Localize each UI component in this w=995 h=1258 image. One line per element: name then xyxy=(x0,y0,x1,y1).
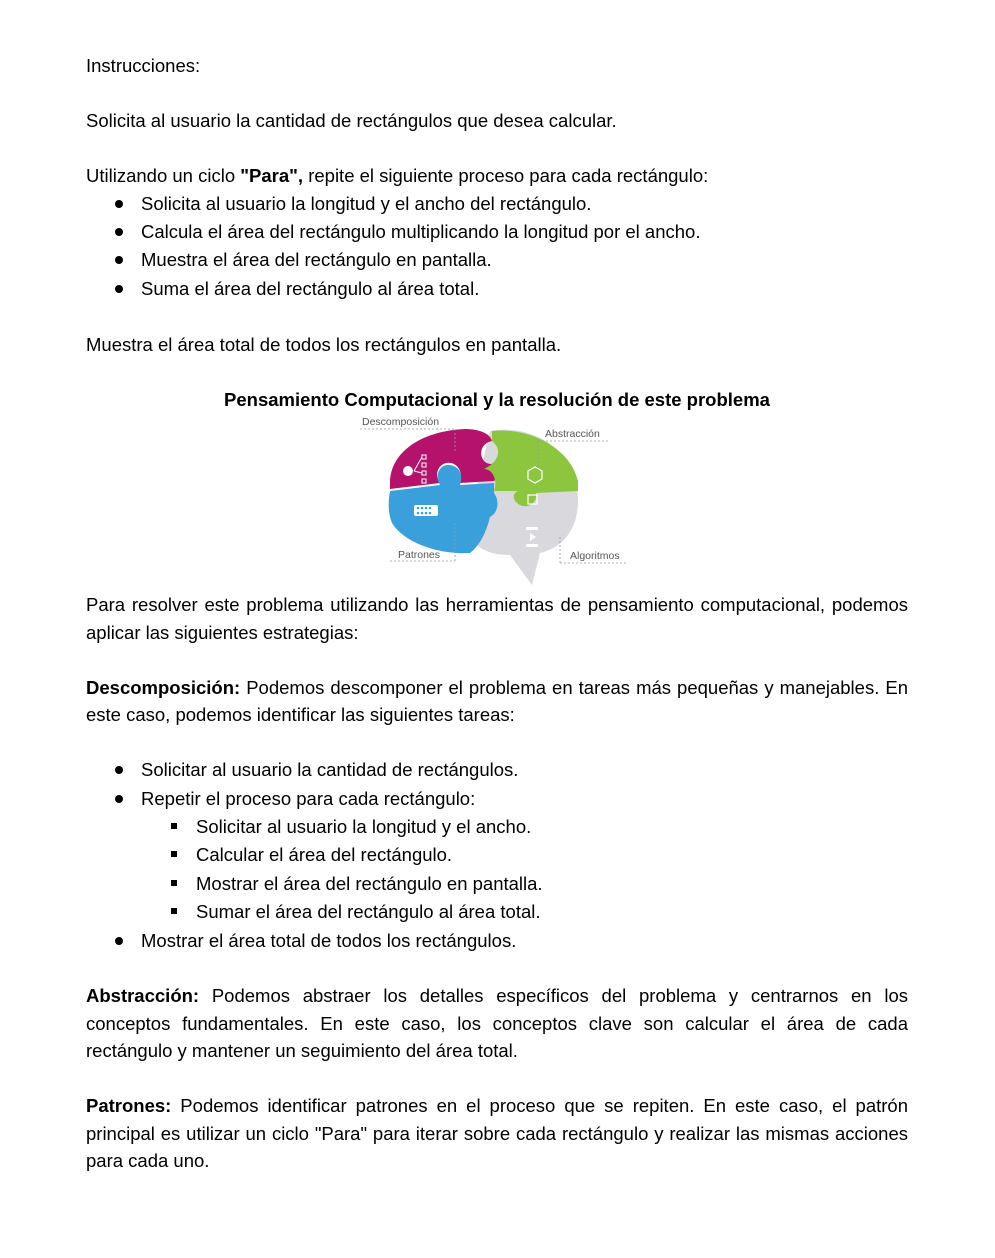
patrones-text: Podemos identificar patrones en el proceso que se repiten. En este caso, el patrón principal es utilizar un ciclo "Para" para iterar sobre cada rectángulo y realizar las mismas acciones para cada uno. xyxy=(86,1095,908,1172)
strategies-intro: Para resolver este problema utilizando las herramientas de pensamiento computacional, podemos aplicar las siguientes estrategias: xyxy=(86,594,908,643)
list-item: Calcular el área del rectángulo. xyxy=(141,841,908,869)
list-item: Mostrar el área total de todos los rectángulos. xyxy=(86,927,908,955)
instruction-step-1: Solicita al usuario la cantidad de rectángulos que desea calcular. xyxy=(86,110,617,131)
label-abstraccion: Abstracción xyxy=(545,428,600,441)
label-patrones: Patrones xyxy=(398,549,441,562)
instruction-step-2 xyxy=(86,162,908,190)
descomposicion-text: Podemos descomponer el problema en tareas más pequeñas y manejables. En este caso, podemos identificar las siguientes tareas: xyxy=(86,676,908,726)
document-page xyxy=(86,52,908,1175)
patrones-label: Patrones: xyxy=(86,1095,172,1117)
step2-bold: "Para", xyxy=(240,165,304,186)
instruction-step-3: Muestra el área total de todos los rectángulos en pantalla. xyxy=(86,333,562,355)
descomposicion-paragraph xyxy=(86,674,908,729)
list-item xyxy=(86,785,908,927)
step2-post: repite el siguiente proceso para cada rectángulo: xyxy=(303,165,709,186)
step2-pre: Utilizando un ciclo xyxy=(86,165,241,186)
list-item: Solicita al usuario la longitud y el ancho del rectángulo. xyxy=(86,190,908,218)
label-algoritmos: Algoritmos xyxy=(570,550,620,563)
abstraccion-label: Abstracción: xyxy=(86,985,200,1007)
patrones-paragraph xyxy=(86,1092,908,1175)
list-item: Muestra el área del rectángulo en pantalla. xyxy=(86,246,908,274)
computational-thinking-figure xyxy=(86,413,908,591)
label-descomposicion: Descomposición xyxy=(362,416,440,429)
list-item: Calcula el área del rectángulo multiplicando la longitud por el ancho. xyxy=(86,218,908,246)
grid-icon xyxy=(414,505,438,516)
task-list xyxy=(86,756,908,955)
list-item: Sumar el área del rectángulo al área total. xyxy=(141,898,908,926)
task-repeat: Repetir el proceso para cada rectángulo: xyxy=(141,787,476,809)
list-item: Mostrar el área del rectángulo en pantalla. xyxy=(141,870,908,898)
instructions-heading: Instrucciones: xyxy=(86,55,201,76)
section-title: Pensamiento Computacional y la resolución de este problema xyxy=(224,388,770,410)
abstraccion-text: Podemos abstraer los detalles específicos del problema y centrarnos en los conceptos fundamentales. En este caso, los conceptos clave son calcular el área de cada rectángulo y mantener un seguimiento del área total. xyxy=(86,985,908,1062)
descomposicion-label: Descomposición: xyxy=(86,676,241,698)
subtask-list xyxy=(141,813,908,927)
brain-puzzle-illustration xyxy=(360,413,640,591)
list-item: Solicitar al usuario la longitud y el ancho. xyxy=(141,813,908,841)
abstraccion-paragraph xyxy=(86,982,908,1065)
list-item: Suma el área del rectángulo al área total. xyxy=(86,275,908,303)
instruction-bullets xyxy=(86,190,908,304)
node-icon xyxy=(403,466,413,476)
list-item: Solicitar al usuario la cantidad de rectángulos. xyxy=(86,756,908,784)
